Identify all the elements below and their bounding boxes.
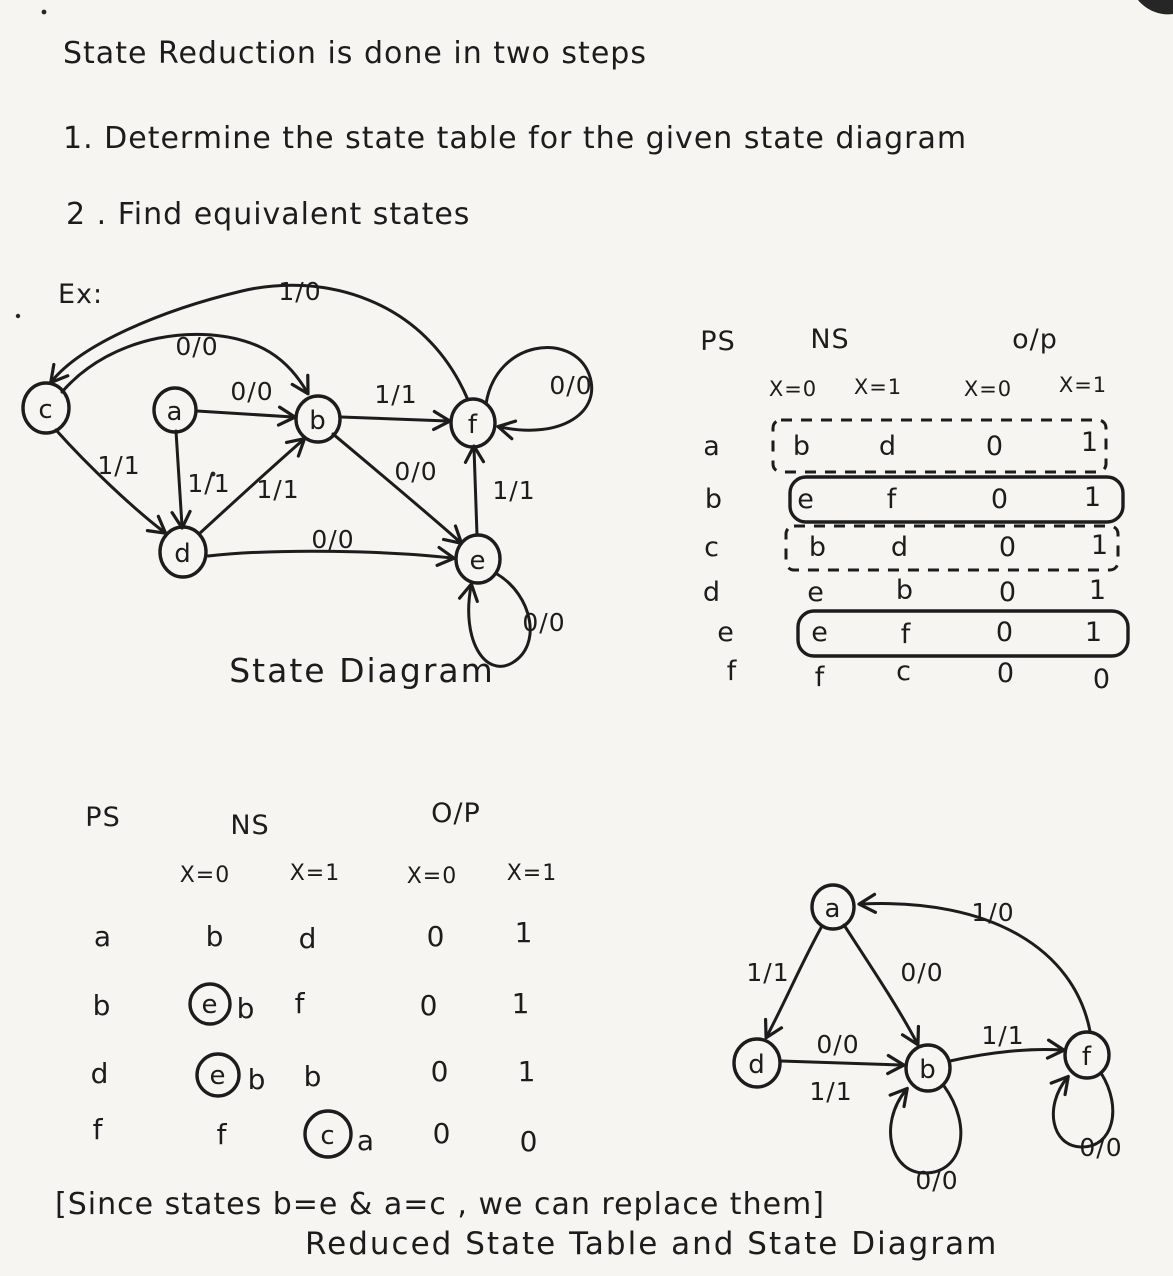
- cell-ns0: f: [216, 1118, 228, 1151]
- cell-op1: 0: [1092, 664, 1112, 695]
- cell-op0: 0: [990, 484, 1010, 515]
- cell-ns1: d: [298, 922, 318, 955]
- edge-label-e-to-f: 1/1: [492, 476, 536, 505]
- cell-ps: d: [90, 1057, 110, 1090]
- cell-ps: e: [717, 617, 735, 648]
- cell-op1: 1: [511, 987, 531, 1020]
- scan-smudge: [1138, 0, 1173, 14]
- col-header-ns: NS: [230, 810, 270, 841]
- edge-label-b-self: 0/0: [915, 1166, 959, 1195]
- cell-op1: 1: [517, 1055, 537, 1088]
- cell-op0: 0: [998, 577, 1018, 608]
- subheader-x0: X=0: [406, 864, 458, 889]
- table-row: [705, 482, 1102, 515]
- edge-label-d-to-b-x0: 0/0: [816, 1030, 860, 1059]
- subheader-x1: X=1: [289, 861, 341, 886]
- edge-label-c-to-d: 1/1: [97, 451, 141, 480]
- cell-op0: 0: [995, 617, 1015, 648]
- node-f-label: f: [1081, 1042, 1093, 1072]
- cell-ns1: c: [896, 656, 912, 687]
- pen-dot: [42, 10, 47, 15]
- equivalence-box-dashed-row-c: [786, 526, 1118, 570]
- table-row: [703, 427, 1099, 462]
- node-b-label: b: [919, 1055, 937, 1085]
- cell-ps: b: [704, 484, 724, 515]
- table-row: [727, 656, 1111, 695]
- cell-ps: b: [92, 989, 112, 1022]
- col-header-ps: PS: [700, 326, 736, 357]
- subheader-x0: X=0: [963, 377, 1013, 401]
- cell-ns0: b: [808, 532, 828, 563]
- step-1: 1. Determine the state table for the given state diagram: [63, 121, 968, 156]
- cell-ns0: b: [236, 992, 256, 1025]
- cell-ns0: e: [797, 484, 815, 515]
- cell-ns0: e: [807, 577, 825, 608]
- cell-ns1: b: [303, 1060, 323, 1093]
- subheader-x1: X=1: [853, 375, 903, 399]
- edge-label-e-self: 0/0: [522, 608, 566, 637]
- edge-label-d-to-b: 1/1: [256, 475, 300, 504]
- edge-label-a-to-d: 1/1: [746, 958, 790, 987]
- edge-b-to-f: [950, 1049, 1062, 1061]
- example-label: Ex:: [58, 279, 104, 310]
- edge-label-d-to-e: 0/0: [311, 525, 355, 554]
- cell-ns0: f: [814, 662, 826, 693]
- node-e-label: e: [469, 546, 487, 576]
- cell-ns1: f: [886, 484, 898, 515]
- pen-dot: [16, 314, 20, 318]
- reduced-state-table: [85, 798, 557, 1158]
- table-row: [91, 1054, 537, 1096]
- table-row: [94, 916, 534, 955]
- cell-op1: 1: [1083, 482, 1103, 513]
- equivalence-box-dashed-row-a: [773, 420, 1106, 472]
- edge-b-to-f: [341, 417, 448, 421]
- edge-d-to-b: [781, 1061, 902, 1065]
- node-b-label: b: [309, 406, 327, 436]
- edge-a-to-d: [176, 431, 182, 526]
- table-row: [703, 575, 1107, 608]
- edge-label-f-to-c: 1/0: [278, 277, 322, 306]
- node-a-label: a: [166, 397, 184, 427]
- cell-op0: 0: [998, 532, 1018, 563]
- cell-ns1: f: [900, 619, 912, 650]
- col-header-ps: PS: [85, 802, 121, 833]
- cell-op0: 0: [985, 431, 1005, 462]
- edge-a-to-b: [197, 411, 293, 417]
- edge-label-a-to-b: 0/0: [900, 958, 944, 987]
- cell-op0: 0: [432, 1117, 452, 1150]
- cell-ps: c: [704, 532, 720, 563]
- col-header-op: O/P: [431, 798, 481, 829]
- cell-ns1: f: [294, 987, 306, 1020]
- cell-ps: a: [93, 920, 113, 953]
- edge-e-to-f: [474, 448, 477, 535]
- edge-label-a-to-d: 1/1: [187, 469, 231, 498]
- edge-label-d-to-b-x1: 1/1: [809, 1077, 853, 1106]
- cell-op1: 0: [519, 1125, 539, 1158]
- equivalence-box-solid-row-e: [798, 611, 1128, 656]
- cell-ns0: b: [247, 1063, 267, 1096]
- cell-ns1: a: [356, 1124, 376, 1157]
- cell-op0: 0: [419, 989, 439, 1022]
- col-header-op: o/p: [1012, 324, 1058, 355]
- cell-ps: f: [726, 656, 738, 687]
- cell-ns0-replaced: e: [209, 1061, 227, 1091]
- table-row: [93, 984, 531, 1025]
- cell-ns0: b: [205, 920, 225, 953]
- cell-op0: 0: [426, 920, 446, 953]
- equivalence-box-solid-row-b: [790, 477, 1123, 522]
- node-d-label: d: [748, 1050, 766, 1080]
- cell-ns1-replaced: c: [320, 1121, 336, 1151]
- cell-ns0: e: [811, 617, 829, 648]
- node-d-label: d: [174, 539, 192, 569]
- edge-label-b-to-e: 0/0: [394, 457, 438, 486]
- cell-op1: 1: [1080, 427, 1100, 458]
- cell-ns1: d: [890, 532, 910, 563]
- table-row: [717, 617, 1103, 650]
- cell-ns0: b: [792, 431, 812, 462]
- node-f-label: f: [467, 410, 479, 440]
- edge-label-f-self: 0/0: [549, 371, 593, 400]
- state-diagram-caption: State Diagram: [229, 651, 495, 690]
- subheader-x1: X=1: [1058, 373, 1108, 397]
- state-diagram: [23, 277, 593, 690]
- cell-op0: 0: [430, 1055, 450, 1088]
- cell-op1: 1: [1090, 530, 1110, 561]
- state-table: [700, 324, 1128, 695]
- footer-caption: Reduced State Table and State Diagram: [305, 1226, 999, 1262]
- cell-op0: 0: [996, 658, 1016, 689]
- table-row: [704, 530, 1109, 563]
- cell-ps: a: [703, 431, 721, 462]
- title-line: State Reduction is done in two steps: [63, 36, 647, 71]
- edge-label-f-to-a: 1/0: [971, 898, 1015, 927]
- subheader-x1: X=1: [506, 861, 558, 886]
- reduced-state-diagram: [734, 885, 1123, 1195]
- edge-label-b-to-f: 1/1: [374, 380, 418, 409]
- cell-op1: 1: [1084, 617, 1104, 648]
- table-row: [93, 1111, 539, 1158]
- cell-ns1: b: [895, 575, 915, 606]
- cell-ps: d: [702, 577, 722, 608]
- edge-label-b-to-f: 1/1: [981, 1021, 1025, 1050]
- col-header-ns: NS: [810, 324, 850, 355]
- subheader-x0: X=0: [768, 377, 818, 401]
- cell-op1: 1: [514, 916, 534, 949]
- node-c-label: c: [38, 395, 54, 425]
- cell-op1: 1: [1088, 575, 1108, 606]
- cell-ns0-replaced: e: [201, 990, 219, 1020]
- footer-note: [Since states b=e & a=c , we can replace them]: [55, 1187, 825, 1222]
- edge-label-c-to-b: 0/0: [175, 332, 219, 361]
- cell-ps: f: [92, 1113, 104, 1146]
- cell-ns1: d: [878, 431, 898, 462]
- edge-b-self-loop: [891, 1086, 961, 1173]
- node-a-label: a: [824, 894, 842, 924]
- step-2: 2 . Find equivalent states: [66, 197, 471, 232]
- edge-c-to-d: [56, 430, 164, 532]
- edge-label-f-self: 0/0: [1079, 1133, 1123, 1162]
- subheader-x0: X=0: [179, 863, 231, 888]
- edge-label-a-to-b: 0/0: [230, 377, 274, 406]
